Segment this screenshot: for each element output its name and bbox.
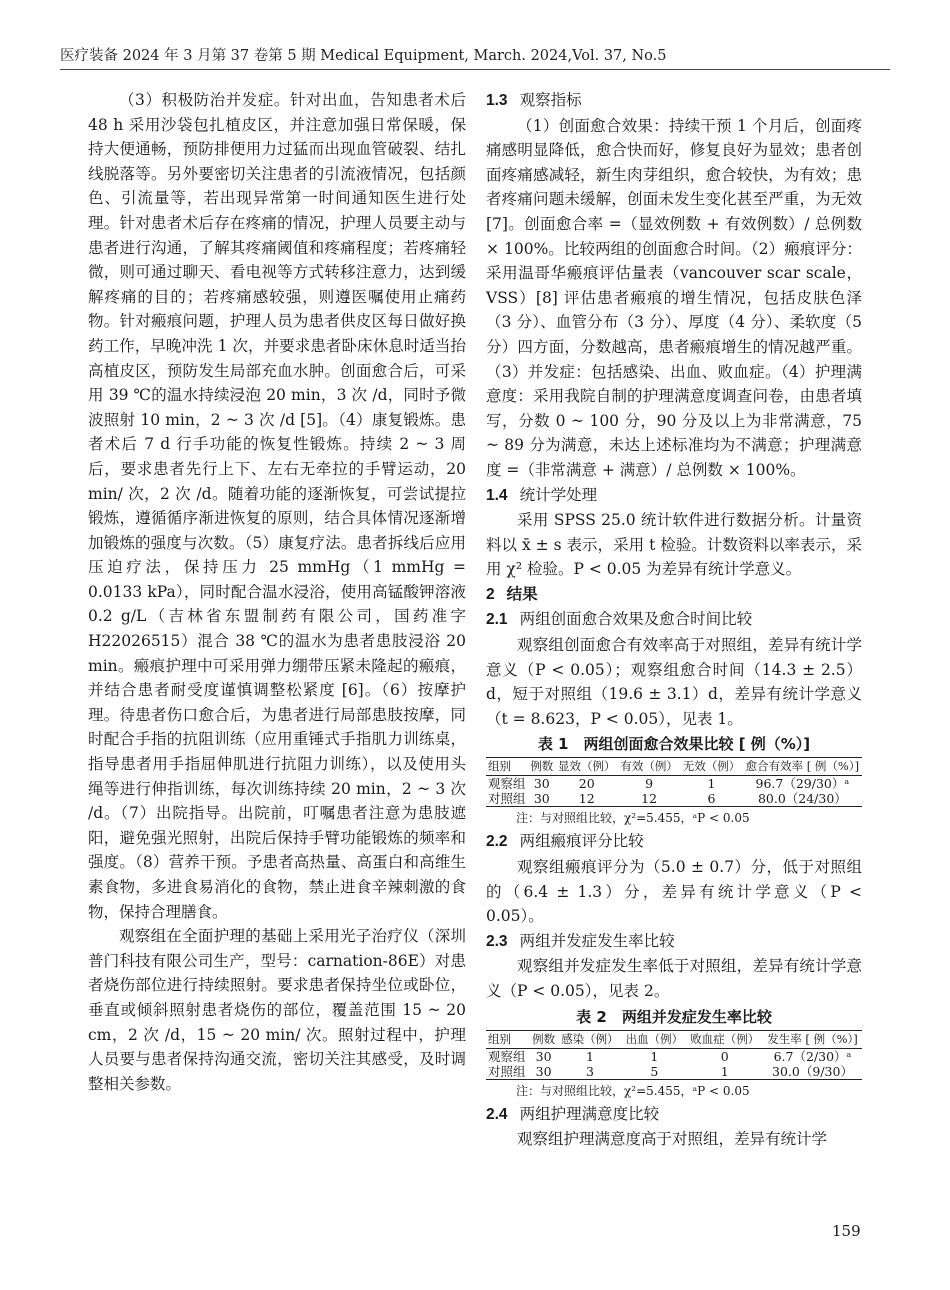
table-2-note: 注：与对照组比较，χ²=5.455，ᵃP < 0.05: [516, 1083, 750, 1098]
table-cell: 30: [533, 776, 550, 792]
paragraph-nursing-measures: （3）积极防治并发症。针对出血，告知患者术后48 h 采用沙袋包扎植皮区，并注意加强日常保暖，保持大便通畅，预防排便用力过猛而出现血管破裂、结扎线脱落等。另外要密切关注患者的引流液情况，包括颜色、引流量等，若出现异常第一时间通知医生进行处理。针对患者术后存在疼痛的情况，护理人员要主动与患者进行沟通，了解其疼痛阈值和疼痛程度；若疼痛轻微，则可通过聊天、看电视等方式转移注意力，达到缓解疼痛的目的；若疼痛感较强，则遵医嘱使用止痛药物。针对瘢痕问题，护理人员为患者供皮区每日做好换药工作，早晚冲洗 1 次，并要求患者卧床休息时适当抬高植皮区，预防发生局部充血水肿。创面愈合后，可采用 39 ℃的温水持续浸泡 20 min，3 次 /d，同时予微波照射 10 min，2 ~ 3 次 /d [5]。（4）康复锻炼。患者术后 7 d 行手功能的恢复性锻炼。持续 2 ~ 3 周后，要求患者先行上下、左右无牵拉的手臂运动，20 min/ 次，2 次 /d。随着功能的逐渐恢复，可尝试提拉锻炼，遵循循序渐进恢复的原则，结合具体情况逐渐增加锻炼的强度与次数。（5）康复疗法。患者拆线后应用压迫疗法，保持压力 25 mmHg（1 mmHg = 0.0133 kPa），同时配合温水浸浴，使用高锰酸钾溶液 0.2 g/L（吉林省东盟制药有限公司，国药准字 H22026515）混合 38 ℃的温水为患者患肢浸浴 20 min。瘢痕护理中可采用弹力绷带压紧未隆起的瘢痕，并结合患者耐受度谨慎调整松紧度 [6]。（6）按摩护理。待患者伤口愈合后，为患者进行局部患肢按摩，同时配合手指的抗阻训练（应用重锤式手指肌力训练桌，指导患者用手指屈伸肌进行抗阻力训练），以及使用头绳等进行伸指训练，每次训练持续 20 min，2 ~ 3 次 /d。（7）出院指导。出院前，叮嘱患者注意为患肢遮阳，避免强光照射，出院后保持手臂功能锻炼的频率和强度。（8）营养干预。予患者高热量、高蛋白和高维生素食物，多进食易消化的食物，禁止进食辛辣刺激的食物，保持合理膳食。: [88, 91, 466, 921]
table-header-cell: 愈合有效率 [ 例（%）]: [745, 759, 860, 774]
paragraph-satisfaction: 观察组护理满意度高于对照组，差异有统计学: [517, 1130, 828, 1149]
section-2-4-heading: [486, 1102, 862, 1128]
table-cell: 5: [650, 1063, 659, 1079]
table-cell: 1: [650, 1048, 659, 1064]
table-1-title: 表 1 两组创面愈合效果比较 [ 例（%）]: [537, 735, 811, 754]
section-title: 两组瘢痕评分比较: [519, 832, 644, 851]
table-cell: 12: [641, 791, 658, 807]
table-cell: 6: [707, 791, 716, 807]
table-cell: 9: [645, 776, 654, 792]
section-number: 1.3: [486, 92, 508, 109]
table-header-row: [486, 758, 862, 776]
table-cell: 观察组: [488, 1048, 526, 1064]
table-header-cell: 组别: [488, 1031, 511, 1046]
table-header-cell: 出血（例）: [625, 1031, 684, 1046]
table-cell: 0: [720, 1048, 729, 1064]
table-header-cell: 显效（例）: [557, 759, 616, 774]
paragraph-healing-results: 观察组创面愈合有效率高于对照组，差异有统计学意义（P < 0.05）；观察组愈合时间（14.3 ± 2.5）d，短于对照组（19.6 ± 3.1）d，差异有统计学意义（t = 8.623，P < 0.05），见表 1。: [486, 636, 862, 728]
table-cell: 1: [585, 1048, 594, 1064]
section-title: 结果: [506, 584, 538, 603]
paragraph-scar-score: 观察组瘢痕评分为（5.0 ± 0.7）分，低于对照组的（6.4 ± 1.3）分，差异有统计学意义（P < 0.05）。: [486, 858, 862, 926]
section-2-3-heading: [486, 929, 862, 955]
section-1-3-heading: [486, 88, 862, 114]
section-number: 2.4: [486, 1105, 508, 1123]
paragraph-statistics: 采用 SPSS 25.0 统计软件进行数据分析。计量资料以 x̄ ± s 表示，采用 t 检验。计数资料以率表示，采用 χ² 检验。P < 0.05 为差异有统计学意义。: [486, 511, 862, 579]
paragraph-observation-indicators: （1）创面愈合效果：持续干预 1 个月后，创面疼痛感明显降低，愈合快而好，修复良好为显效；患者创面疼痛感减轻，新生肉芽组织，愈合较快，为有效；患者疼痛问题未缓解，创面未发生变化甚至严重，为无效 [7]。创面愈合率 =（显效例数 + 有效例数）/ 总例数 × 100%。比较两组的创面愈合时间。（2）瘢痕评分：采用温哥华瘢痕评估量表（vancouver scar scale，VSS）[8] 评估患者瘢痕的增生情况，包括皮肤色泽（3 分）、血管分布（3 分）、厚度（4 分）、柔软度（5 分）四方面，分数越高，患者瘢痕增生的情况越严重。（3）并发症：包括感染、出血、败血症。（4）护理满意度：采用我院自制的护理满意度调查问卷，由患者填写，分数 0 ~ 100 分，90 分及以上为非常满意，75 ~ 89 分为满意，未达上述标准均为不满意；护理满意度 =（非常满意 + 满意）/ 总例数 × 100%。: [486, 116, 862, 479]
left-column: [88, 88, 466, 1096]
table-header-cell: 败血症（例）: [690, 1031, 760, 1046]
table-header-cell: 例数: [532, 1031, 556, 1046]
table-header-row: [486, 1030, 862, 1048]
section-title: 两组护理满意度比较: [519, 1104, 660, 1123]
table-cell: 3: [585, 1063, 594, 1079]
table-cell: 30: [535, 1063, 552, 1079]
table-cell: 观察组: [488, 776, 526, 792]
running-head: 医疗装备 2024 年 3 月第 37 卷第 5 期 Medical Equipment, March. 2024,Vol. 37, No.5: [60, 48, 667, 64]
table-row: [486, 791, 862, 807]
table-2-title: 表 2 两组并发症发生率比较: [576, 1007, 772, 1026]
table-row: [486, 1064, 862, 1080]
section-2-1-heading: [486, 607, 862, 633]
table-cell: 6.7（2/30）ᵃ: [773, 1048, 852, 1064]
page-number: 159: [832, 1222, 861, 1240]
table-2: [486, 1030, 862, 1080]
header-rule: [60, 69, 890, 70]
table-cell: 12: [578, 791, 595, 807]
section-title: 两组并发症发生率比较: [519, 931, 675, 950]
table-cell: 96.7（29/30）ᵃ: [755, 776, 850, 792]
table-header-cell: 发生率 [ 例（%）]: [767, 1031, 858, 1046]
table-cell: 20: [578, 776, 595, 792]
table-1-note: 注：与对照组比较，χ²=5.455，ᵃP < 0.05: [516, 811, 750, 826]
section-number: 1.4: [486, 486, 508, 504]
section-number: 2: [486, 585, 495, 603]
table-row: [486, 1048, 862, 1064]
section-2-heading: [486, 582, 862, 608]
right-column: [486, 88, 862, 1152]
table-row: [486, 776, 862, 792]
table-cell: 1: [707, 776, 716, 792]
section-2-2-heading: [486, 829, 862, 855]
table-1: [486, 757, 862, 807]
table-cell: 80.0（24/30）: [757, 791, 847, 807]
section-1-4-heading: [486, 483, 862, 509]
table-header-cell: 无效（例）: [682, 759, 741, 774]
section-number: 2.2: [486, 833, 508, 851]
table-cell: 30: [535, 1048, 552, 1064]
paragraph-complications: 观察组并发症发生率低于对照组，差异有统计学意义（P < 0.05），见表 2。: [486, 957, 862, 1000]
table-header-cell: 组别: [488, 759, 511, 774]
paragraph-observation-group: 观察组在全面护理的基础上采用光子治疗仪（深圳普门科技有限公司生产，型号：carnation-86E）对患者烧伤部位进行持续照射。要求患者保持坐位或卧位，垂直或倾斜照射患者烧伤的部位，覆盖范围 15 ~ 20 cm，2 次 /d，15 ~ 20 min/ 次。照射过程中，护理人员要与患者保持沟通交流，密切关注其感受，及时调整相关参数。: [88, 927, 466, 1093]
table-cell: 对照组: [488, 1063, 526, 1079]
section-number: 2.1: [486, 611, 508, 629]
table-header-cell: 感染（例）: [561, 1031, 619, 1046]
section-title: 统计学处理: [519, 485, 598, 504]
table-cell: 1: [720, 1063, 729, 1079]
table-header-cell: 例数: [530, 759, 554, 774]
section-number: 2.3: [486, 932, 508, 950]
table-cell: 30.0（9/30）: [772, 1063, 853, 1079]
section-title: 观察指标: [519, 91, 582, 109]
table-cell: 对照组: [488, 791, 526, 807]
table-cell: 30: [533, 791, 550, 807]
table-header-cell: 有效（例）: [620, 759, 678, 774]
section-title: 两组创面愈合效果及愈合时间比较: [519, 610, 753, 629]
